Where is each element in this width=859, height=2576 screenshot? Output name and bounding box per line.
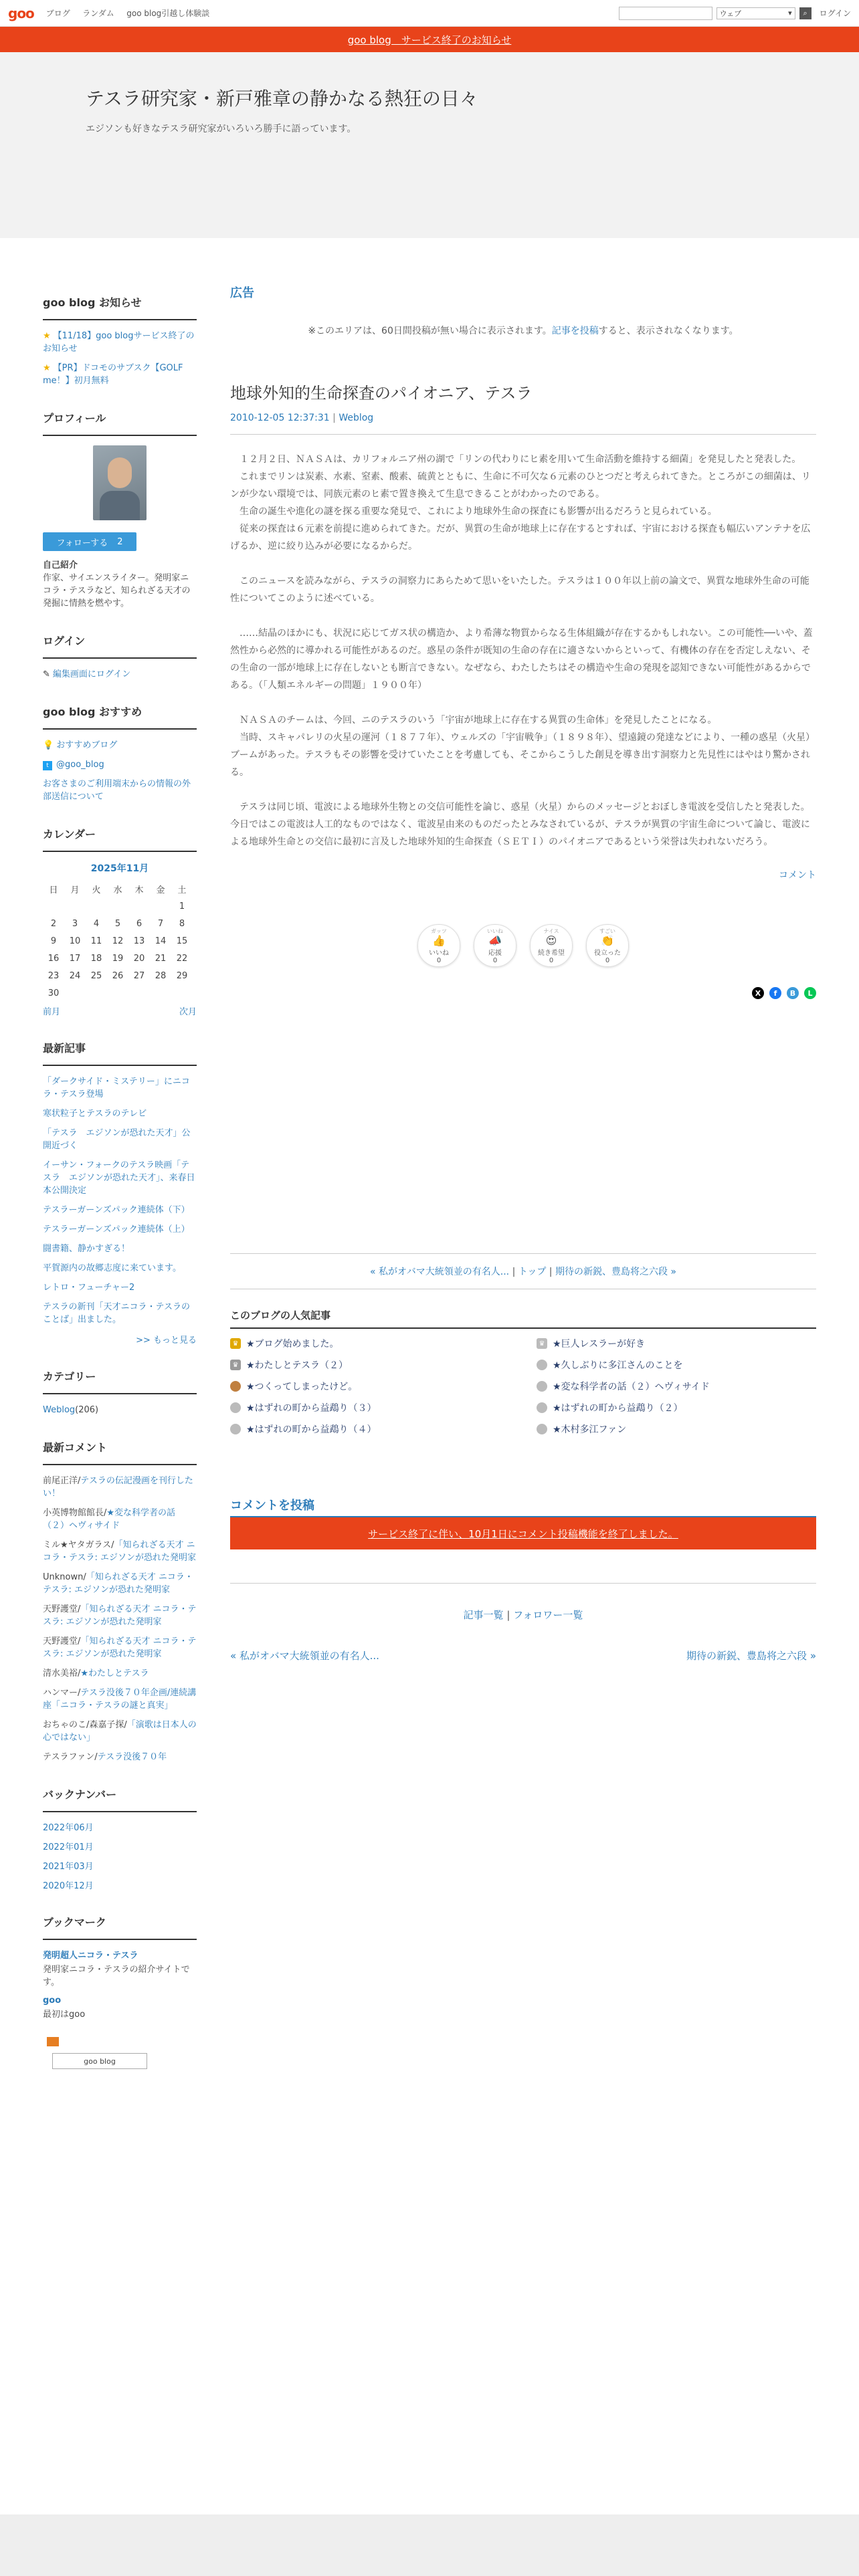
calendar-day[interactable]: 5 — [114, 918, 121, 929]
calendar-day[interactable]: 3 — [72, 918, 78, 929]
post-paragraph: テスラは同じ頃、電波による地球外生物との交信可能性を論じ、惑星（火星）からのメッセージとおぼしき電波を受信したと発表した。今日ではこの電波は人工的なものではなく、電波星由来のものだったとみなされているが、テスラが異質の宇宙生命について論じ、電波による地球外生命との交信に最初に言及した地球外知的生命探査（ＳＥＴＩ）のパイオニアであるという栄誉は失われないだろう。 — [230, 802, 810, 847]
calendar-day[interactable]: 19 — [112, 953, 124, 964]
comment-article-link[interactable]: テスラ没後７０年 — [97, 1752, 167, 1762]
search-icon: ⌕ — [803, 8, 807, 17]
comment-separator: / — [78, 1688, 81, 1698]
comment-separator: / — [111, 1540, 114, 1550]
calendar-day — [128, 984, 150, 1002]
recommend-item[interactable] — [43, 778, 197, 803]
twitter-icon: t — [43, 761, 52, 770]
comment-article-link[interactable]: 「知られざる天才 ニコラ・テスラ: エジソンが恐れた発明家 — [43, 1604, 197, 1627]
ad-text-after: すると、表示されなくなります。 — [598, 326, 739, 336]
calendar-section — [43, 826, 197, 1017]
recommend-item-label: おすすめブログ — [56, 740, 118, 750]
reaction-count: 0 — [492, 956, 498, 964]
comment-separator: / — [78, 1669, 81, 1679]
comment-separator: / — [78, 1476, 81, 1486]
footer-nav — [230, 1583, 816, 1622]
comment-article-link[interactable]: テスラ没後７０年企画/連続講座「ニコラ・テスラの謎と真実」 — [43, 1688, 197, 1711]
calendar-day[interactable]: 10 — [69, 936, 81, 946]
reaction-count: 0 — [605, 956, 610, 964]
comment-item — [43, 1751, 197, 1763]
calendar-weekday: 金 — [156, 885, 165, 895]
comment-item — [43, 1507, 197, 1532]
reaction-label: 役立った — [594, 949, 621, 957]
calendar-day[interactable]: 2 — [50, 918, 57, 929]
calendar-weekday: 月 — [70, 885, 80, 895]
bookmark-desc: 最初はgoo — [43, 2010, 86, 2020]
next-article-link[interactable]: 期待の新鋭、豊島将之六段 » — [555, 1267, 676, 1277]
comment-item — [43, 1687, 197, 1712]
calendar-day[interactable]: 25 — [90, 970, 102, 981]
calendar-day[interactable]: 24 — [69, 970, 81, 981]
nav-separator: | — [512, 1267, 518, 1277]
news-section — [43, 294, 197, 387]
backnumber-item[interactable]: 2022年01月 — [43, 1842, 94, 1852]
blog-description: エジソンも好きなテスラ研究家がいろいろ勝手に語っています。 — [86, 124, 357, 134]
popular-article-item[interactable] — [537, 1422, 816, 1436]
reaction-label: いいね — [429, 949, 449, 957]
top-nav — [46, 7, 219, 19]
popular-article-label: ★はずれの町から益鵡り（４） — [246, 1424, 377, 1435]
recommend-section — [43, 704, 197, 803]
x-share-icon[interactable]: X — [752, 987, 764, 999]
comment-separator: / — [83, 1572, 86, 1582]
reaction-emoji-icon: 👏 — [601, 934, 614, 947]
calendar-day[interactable]: 28 — [155, 970, 167, 981]
comment-item — [43, 1635, 197, 1660]
recent-section — [43, 1040, 197, 1346]
comment-author: ミル★ヤタガラス — [43, 1540, 112, 1550]
comment-author: 清水美裕 — [43, 1669, 78, 1679]
backnumber-title: バックナンバー — [43, 1786, 197, 1812]
comment-author: 天野護堂 — [43, 1636, 78, 1646]
rank-dot-icon — [537, 1402, 547, 1413]
reaction-label: 応援 — [488, 949, 502, 957]
comment-article-link[interactable]: 「知られざる天才 ニコラ・テスラ: エジソンが恐れた発明家 — [43, 1540, 196, 1563]
calendar-title: カレンダー — [43, 826, 197, 852]
recent-article-item[interactable]: 平賀源内の故郷志度に来ています。 — [43, 1263, 181, 1273]
calendar-day[interactable]: 15 — [176, 936, 188, 946]
follow-count: 2 — [117, 536, 123, 547]
comment-separator: / — [94, 1752, 98, 1762]
calendar-weekday: 火 — [92, 885, 101, 895]
recommend-item-label: お客さまのご利用端末からの情報の外部送信について — [43, 779, 191, 802]
crown-icon: ♛ — [230, 1360, 241, 1370]
popular-article-label: ★はずれの町から益鵡り（２） — [553, 1403, 683, 1414]
comment-article-link[interactable]: 「知られざる天才 ニコラ・テスラ: エジソンが恐れた発明家 — [43, 1572, 193, 1595]
popular-article-item[interactable] — [230, 1358, 510, 1372]
service-notice-bar — [0, 27, 859, 52]
hatena-share-icon[interactable]: B — [787, 987, 799, 999]
popular-list — [230, 1337, 816, 1436]
comment-article-link[interactable]: ★わたしとテスラ — [80, 1669, 149, 1679]
post-paragraph: １２月２日、ＮＡＳＡは、カリフォルニア州の湖で「リンの代わりにヒ素を用いて生命活動を維持する細菌」を発見したと発表した。 これまでリンは炭素、水素、窒素、酸素、硫黄とともに、生命に不可欠な６元素のひとつだと考えられてきた。ところがこの細菌は、リンが少ない環境では、同族元素のヒ素で置き換えて生息できることがわかったのである。 生命の誕生や進化の謎を探る重要な発見で、これにより地球外生命の探査にも影響が出るだろうと見られている。 従来の探査は６元素を前提に進められてきた。だが、異質の生命が地球上に存在するとすれば、宇宙における探査も幅広いアンテナを広げるか、逆に絞り込みが必要になるからだ。 — [230, 454, 811, 552]
avatar-body — [100, 491, 140, 520]
recent-article-item[interactable]: 闘書籍、静かすぎる！ — [43, 1244, 130, 1254]
post-body — [230, 451, 816, 851]
rss-icon[interactable] — [47, 2037, 59, 2046]
popular-article-item[interactable] — [230, 1337, 510, 1350]
comment-item — [43, 1571, 197, 1596]
calendar-day — [86, 897, 107, 915]
calendar-weekday: 木 — [134, 885, 144, 895]
recent-article-item[interactable]: テスラーガーンズパック連続体（下） — [43, 1205, 190, 1215]
main-column — [230, 284, 816, 1662]
top-nav-blog[interactable]: ブログ — [45, 9, 70, 18]
goo-logo[interactable]: goo — [8, 5, 34, 21]
calendar-day[interactable]: 21 — [155, 953, 167, 964]
chevron-down-icon: ▾ — [788, 9, 792, 17]
recent-article-item[interactable]: レトロ・フューチャー2 — [43, 1283, 135, 1293]
calendar-day[interactable]: 27 — [133, 970, 145, 981]
calendar-day — [128, 897, 150, 915]
post-article-link[interactable]: 記事を投稿 — [551, 326, 599, 336]
backnumber-section — [43, 1786, 197, 1891]
calendar-day — [86, 984, 107, 1002]
rank-dot-icon — [537, 1381, 547, 1392]
reaction-count: 0 — [549, 956, 554, 964]
popular-article-label: ★木村多江ファン — [553, 1424, 627, 1435]
reaction-small-label: ガッツ — [431, 928, 447, 934]
calendar-day[interactable]: 8 — [179, 918, 185, 929]
backnumber-item[interactable]: 2021年03月 — [43, 1862, 94, 1872]
post-title[interactable]: 地球外知的生命探査のパイオニア、テスラ — [230, 384, 533, 403]
comment-item — [43, 1719, 197, 1744]
calendar-day[interactable]: 9 — [50, 936, 57, 946]
post-paragraph: ……結晶のほかにも、状況に応じてガス状の構造か、より希薄な物質からなる生体組織が存在するかもしれない。この可能性──いや、蓋然性から必然的に導かれる可能性があるのだ。惑星の条件が既知の生命の存在に適さないからといって、有機体の存在を否定しえない、その生命の一部が地球上に存在しないとも断言できない。なぜなら、わたしたちはその構造や生命の発現を認知できない可能性があるからである。（「人類エネルギーの問題」１９００年） — [230, 628, 813, 691]
post-paragraph: ＮＡＳＡのチームは、今回、ニのテスラのいう「宇宙が地球上に存在する異質の生命体」を発見したことになる。 当時、スキャパレリの火星の運河（１８７７年）、ウェルズの「宇宙戦争」（１８９８年）、望遠鏡の発達などにより、一種の惑星（火星）ブームがあった。テスラもその影響を受けていたことを考慮しても、そこからこうした創見を導き出す洞察力と先見性にはやはり驚かされる。 — [230, 715, 816, 778]
ad-title: 広告 — [230, 286, 254, 300]
goo-blog-badge[interactable] — [52, 2053, 147, 2069]
rank-dot-icon — [230, 1424, 241, 1434]
lightbulb-icon: 💡 — [43, 740, 54, 750]
calendar-day[interactable]: 4 — [93, 918, 100, 929]
backnumber-list — [43, 1822, 197, 1891]
popular-article-item[interactable] — [230, 1380, 510, 1393]
category-item[interactable] — [43, 1404, 197, 1416]
comments-list — [43, 1475, 197, 1763]
nav-separator: | — [549, 1267, 555, 1277]
calendar-month: 2025年11月 — [90, 863, 149, 874]
reaction-emoji-icon: 😍 — [545, 934, 557, 947]
popular-article-label: ★わたしとテスラ（２） — [246, 1360, 348, 1371]
calendar-day — [64, 984, 86, 1002]
star-icon: ★ — [43, 331, 51, 341]
reaction-buttons — [230, 924, 816, 967]
calendar-day[interactable]: 29 — [176, 970, 188, 981]
popular-article-label: ★久しぶりに多江さんのことを — [553, 1360, 683, 1371]
recent-article-item[interactable]: テスラーガーンズパック連続体（上） — [43, 1224, 190, 1235]
ad-text — [230, 324, 816, 337]
popular-article-item[interactable] — [230, 1422, 510, 1436]
comment-article-link[interactable]: テスラの伝記漫画を刊行したい！ — [43, 1476, 193, 1499]
bottom-next-link[interactable]: 期待の新鋭、豊島将之六段 » — [686, 1650, 816, 1662]
category-item-count: (206) — [75, 1405, 99, 1415]
sidebar — [43, 294, 197, 2092]
popular-article-label: ★変な科学者の話（２）ヘヴィサイド — [553, 1382, 710, 1392]
prev-article-link[interactable]: « 私がオバマ大統領並の有名人... — [370, 1267, 510, 1277]
reaction-small-label: ナイス — [543, 928, 559, 934]
calendar-day[interactable]: 20 — [133, 953, 145, 964]
backnumber-item[interactable]: 2022年06月 — [43, 1823, 94, 1833]
popular-article-label: ★ブログ始めました。 — [246, 1339, 339, 1350]
line-share-icon[interactable]: L — [804, 987, 816, 999]
top-nav-migration[interactable]: goo blog引越し体験談 — [126, 9, 210, 18]
top-link[interactable]: トップ — [518, 1267, 547, 1277]
comment-separator: / — [78, 1636, 81, 1646]
calendar-day[interactable]: 30 — [47, 988, 60, 998]
reaction-button[interactable] — [530, 924, 573, 967]
edit-login-label: 編集画面にログイン — [52, 669, 131, 679]
service-notice-link[interactable]: goo blog サービス終了のお知らせ — [347, 33, 512, 46]
meta-separator: | — [332, 413, 339, 423]
follow-label: フォローする — [56, 538, 108, 548]
post-category[interactable]: Weblog — [339, 413, 374, 423]
edit-login-link[interactable] — [43, 668, 197, 681]
news-item[interactable] — [43, 330, 197, 355]
calendar-day[interactable]: 18 — [90, 953, 102, 964]
comment-item — [43, 1667, 197, 1680]
bookmark-item[interactable]: goo — [43, 1996, 62, 2006]
post-date: 2010-12-05 12:37:31 — [230, 413, 330, 423]
search-scope-select[interactable] — [717, 7, 795, 19]
comment-item — [43, 1475, 197, 1500]
reaction-emoji-icon: 📣 — [488, 934, 502, 947]
search-button[interactable] — [799, 7, 812, 19]
follower-list-link[interactable]: フォロワー一覧 — [513, 1609, 583, 1621]
rank-dot-icon — [537, 1424, 547, 1434]
recent-article-item[interactable]: テスラの新刊「天才ニコラ・テスラのことば」出ました。 — [43, 1302, 190, 1325]
calendar-day[interactable]: 22 — [176, 953, 188, 964]
search-input[interactable] — [619, 7, 712, 20]
calendar-weekday: 土 — [177, 885, 187, 895]
login-title: ログイン — [43, 633, 197, 659]
bookmark-item[interactable]: 発明超人ニコラ・テスラ — [43, 1951, 138, 1961]
calendar-weekday: 日 — [49, 885, 58, 895]
bookmark-title: ブックマーク — [43, 1914, 197, 1940]
comment-author: 天野護堂 — [43, 1604, 78, 1614]
rank-dot-icon — [230, 1381, 241, 1392]
page-footer — [0, 2514, 859, 2576]
calendar-prev[interactable]: 前月 — [43, 1007, 61, 1017]
calendar-day[interactable]: 11 — [90, 936, 102, 946]
comment-author: Unknown — [43, 1572, 84, 1582]
facebook-share-icon[interactable]: f — [769, 987, 781, 999]
popular-article-item[interactable] — [537, 1401, 816, 1414]
calendar-day[interactable]: 13 — [133, 936, 145, 946]
rank-dot-icon — [537, 1360, 547, 1370]
bookmark-desc: 発明家ニコラ・テスラの紹介サイトです。 — [43, 1965, 190, 1988]
comment-author: おちゃのこ/森嘉子探 — [43, 1720, 124, 1730]
crown-icon: ♛ — [537, 1338, 547, 1349]
reaction-small-label: いいね — [487, 928, 503, 934]
blog-header — [0, 52, 859, 238]
recent-more-link[interactable]: >> もっと見る — [136, 1335, 197, 1346]
comment-article-link[interactable]: 「知られざる天才 ニコラ・テスラ: エジソンが恐れた発明家 — [43, 1636, 197, 1659]
comment-author: 前尾正洋 — [43, 1476, 78, 1486]
calendar-day — [107, 984, 128, 1002]
recommend-item[interactable] — [43, 739, 197, 752]
popular-article-item[interactable] — [537, 1380, 816, 1393]
news-title: goo blog お知らせ — [43, 294, 197, 320]
popular-article-item[interactable] — [230, 1401, 510, 1414]
popular-article-item[interactable] — [537, 1358, 816, 1372]
recommend-title: goo blog おすすめ — [43, 704, 197, 730]
recent-title: 最新記事 — [43, 1040, 197, 1066]
profile-section — [43, 410, 197, 610]
comment-item — [43, 1539, 197, 1564]
category-title: カテゴリー — [43, 1368, 197, 1394]
calendar-day — [150, 984, 171, 1002]
top-right — [619, 7, 851, 20]
calendar-day[interactable]: 1 — [179, 901, 185, 911]
recent-article-item[interactable]: イーサン・フォークのテスラ映画「テスラ エジソンが恐れた天才」、来春日本公開決定 — [43, 1160, 195, 1196]
calendar-day[interactable]: 26 — [112, 970, 124, 981]
comment-separator: / — [78, 1604, 81, 1614]
post-meta — [230, 413, 816, 435]
avatar[interactable] — [93, 445, 147, 520]
reaction-emoji-icon: 👍 — [432, 934, 446, 947]
calendar-weekday: 水 — [113, 885, 122, 895]
comment-separator: / — [124, 1720, 127, 1730]
calendar-day — [150, 897, 171, 915]
footer-nav-separator: | — [506, 1609, 514, 1621]
article-nav — [230, 1253, 816, 1289]
reaction-button[interactable] — [586, 924, 629, 967]
calendar-day — [64, 897, 86, 915]
calendar-day[interactable]: 7 — [157, 918, 164, 929]
calendar-day — [43, 897, 64, 915]
popular-article-item[interactable] — [537, 1337, 816, 1350]
calendar-day[interactable]: 12 — [112, 936, 124, 946]
comment-author: 小英博物館館長 — [43, 1508, 104, 1518]
login-section — [43, 633, 197, 681]
share-buttons — [230, 987, 816, 999]
search-scope-value: ウェブ — [719, 9, 742, 18]
comment-item — [43, 1603, 197, 1628]
ad-text-before: ※このエリアは、60日間投稿が無い場合に表示されます。 — [308, 326, 552, 336]
profile-title: プロフィール — [43, 410, 197, 436]
blog-title[interactable]: テスラ研究家・新戸雅章の静かなる熱狂の日々 — [86, 88, 478, 110]
calendar-day[interactable]: 23 — [47, 970, 60, 981]
content-wrap — [0, 238, 859, 2512]
calendar-next[interactable]: 次月 — [179, 1007, 197, 1017]
crown-icon: ♛ — [230, 1338, 241, 1349]
comment-post-title: コメントを投稿 — [230, 1496, 816, 1517]
rank-dot-icon — [230, 1402, 241, 1413]
popular-title: このブログの人気記事 — [230, 1308, 816, 1329]
news-item-label: 【PR】ドコモのサブスク【GOLF me！】初月無料 — [43, 363, 183, 386]
star-icon: ★ — [43, 363, 51, 373]
bottom-prev-link[interactable]: « 私がオバマ大統領並の有名人... — [230, 1650, 379, 1662]
recent-list — [43, 1075, 197, 1326]
recent-article-item[interactable]: 「ダークサイド・ミステリー」にニコラ・テスラ登場 — [43, 1077, 190, 1099]
post-paragraph: このニュースを読みながら、テスラの洞察力にあらためて思いをいたした。テスラは１００年以上前の論文で、異質な地球外生命の可能性についてこのように述べている。 — [230, 576, 809, 604]
recent-article-item[interactable]: 「テスラ エジソンが恐れた天才」公開近づく — [43, 1128, 191, 1151]
intro-label: 自己紹介 — [43, 560, 78, 570]
calendar-day[interactable]: 17 — [69, 953, 81, 964]
follow-button[interactable] — [43, 532, 136, 551]
calendar-day[interactable]: 16 — [47, 953, 60, 964]
prev-next-links — [230, 1648, 816, 1662]
news-item[interactable] — [43, 362, 197, 387]
popular-article-label: ★巨人レスラーが好き — [553, 1339, 646, 1350]
intro-text: 作家、サイエンスライター。発明家ニコラ・テスラなど、知られざる天才の発掘に情熱を燃やす。 — [43, 573, 191, 609]
comment-article-link[interactable]: 「演歌は日本人の心ではない」 — [43, 1720, 197, 1743]
comment-closed-notice — [230, 1517, 816, 1549]
pencil-icon: ✎ — [43, 669, 50, 679]
calendar-day[interactable]: 6 — [136, 918, 142, 929]
calendar-nav — [43, 1004, 197, 1017]
reaction-small-label: すごい — [599, 928, 615, 934]
calendar-day — [107, 897, 128, 915]
calendar-day — [171, 984, 193, 1002]
top-login-link[interactable]: ログイン — [819, 9, 851, 18]
popular-article-label: ★はずれの町から益鵡り（３） — [246, 1403, 377, 1414]
calendar-grid — [43, 880, 197, 1002]
popular-article-label: ★つくってしまったけど。 — [246, 1382, 358, 1392]
recommend-item-label: @goo_blog — [56, 760, 104, 770]
comment-article-link[interactable]: ★変な科学者の話（２）ヘヴィサイド — [43, 1508, 176, 1531]
backnumber-item[interactable]: 2020年12月 — [43, 1881, 94, 1891]
news-item-label: 【11/18】goo blogサービス終了のお知らせ — [43, 331, 195, 354]
top-bar — [0, 0, 859, 27]
comments-section — [43, 1439, 197, 1763]
comment-separator: / — [104, 1508, 107, 1518]
recommend-item[interactable] — [43, 758, 197, 771]
comment-author: ハンマー — [43, 1688, 78, 1698]
recent-article-item[interactable]: 寒状粒子とテスラのテレビ — [43, 1109, 147, 1119]
goo-blog-badge-label: goo blog — [84, 2056, 116, 2066]
reaction-button[interactable] — [474, 924, 516, 967]
reaction-label: 続き希望 — [538, 949, 565, 957]
top-nav-random[interactable]: ランダム — [82, 9, 114, 18]
bookmark-section — [43, 1914, 197, 2069]
comments-title: 最新コメント — [43, 1439, 197, 1465]
article-list-link[interactable]: 記事一覧 — [463, 1609, 504, 1621]
category-section — [43, 1368, 197, 1416]
calendar-day[interactable]: 14 — [155, 936, 167, 946]
comment-author: テスラファン — [43, 1752, 95, 1762]
comment-closed-link[interactable]: サービス終了に伴い、10月1日にコメント投稿機能を終了しました。 — [368, 1527, 678, 1540]
reaction-count: 0 — [436, 956, 442, 964]
reaction-button[interactable] — [417, 924, 460, 967]
avatar-face — [108, 457, 132, 488]
category-item-label: Weblog — [43, 1405, 76, 1415]
comment-link[interactable]: コメント — [779, 870, 816, 881]
